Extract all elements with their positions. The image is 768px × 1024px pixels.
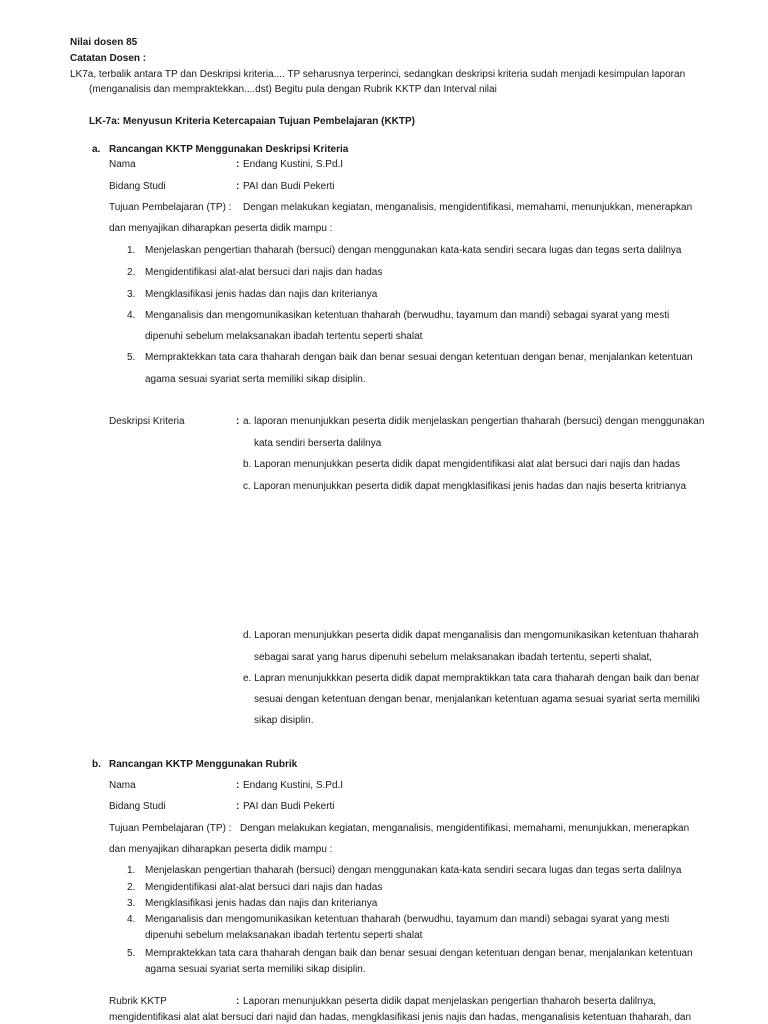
colon: : xyxy=(236,181,240,192)
rubrik-line-1: Laporan menunjukkan peserta didik dapat menjelaskan pengertian thaharoh beserta dalilnya, xyxy=(243,996,657,1007)
section-b-title: Rancangan KKTP Menggunakan Rubrik xyxy=(109,759,298,770)
deskripsi-e-line-2: sesuai dengan ketentuan dengan benar, menjalankan ketentuan agama sesuai syariat serta memiliki xyxy=(254,694,700,705)
tujuan-line-2: dan menyajikan diharapkan peserta didik mampu : xyxy=(109,844,333,855)
list-item-number: 4. xyxy=(127,310,136,321)
catatan-line-1: LK7a, terbalik antara TP dan Deskripsi kriteria.... TP seharusnya terperinci, sedangkan deskripsi kriteria sudah menjadi kesimpulan laporan xyxy=(70,69,686,80)
nama-value: Endang Kustini, S.Pd.I xyxy=(243,159,344,170)
list-item: Mengidentifikasi alat-alat bersuci dari najis dan hadas xyxy=(145,267,383,278)
list-item-continuation: dipenuhi sebelum melaksanakan ibadah tertentu seperti shalat xyxy=(145,331,423,342)
colon: : xyxy=(236,996,240,1007)
list-item: Mengklasifikasi jenis hadas dan najis dan kriterianya xyxy=(145,289,378,300)
tujuan-line-1: Dengan melakukan kegiatan, menganalisis, mengidentifikasi, memahami, menunjukkan, menerapkan xyxy=(240,823,690,834)
list-item: Mempraktekkan tata cara thaharah dengan baik dan benar sesuai dengan ketentuan dengan benar, menjalankan ketentuan xyxy=(145,948,693,959)
deskripsi-label: Deskripsi Kriteria xyxy=(109,416,185,427)
catatan-dosen-label: Catatan Dosen : xyxy=(70,53,147,64)
colon: : xyxy=(236,801,240,812)
nilai-dosen: Nilai dosen 85 xyxy=(70,37,138,48)
nama-label: Nama xyxy=(109,159,136,170)
list-item-number: 4. xyxy=(127,914,136,925)
nama-label: Nama xyxy=(109,780,136,791)
list-item-number: 2. xyxy=(127,882,136,893)
tujuan-line-1: Dengan melakukan kegiatan, menganalisis, mengidentifikasi, memahami, menunjukkan, menerapkan xyxy=(243,202,693,213)
rubrik-label: Rubrik KKTP xyxy=(109,996,167,1007)
bidang-label: Bidang Studi xyxy=(109,181,166,192)
section-a-marker: a. xyxy=(92,144,101,155)
colon: : xyxy=(236,159,240,170)
list-item: Menjelaskan pengertian thaharah (bersuci) dengan menggunakan kata-kata sendiri secara lugas dan tegas serta dalilnya xyxy=(145,865,682,876)
list-item-number: 3. xyxy=(127,898,136,909)
deskripsi-e-line-1: e. Lapran menunjukkkan peserta didik dapat mempraktikkan tata cara thaharah dengan baik dan benar xyxy=(243,673,700,684)
list-item-number: 1. xyxy=(127,245,136,256)
bidang-label: Bidang Studi xyxy=(109,801,166,812)
section-a-title: Rancangan KKTP Menggunakan Deskripsi Kriteria xyxy=(109,144,349,155)
list-item: Menjelaskan pengertian thaharah (bersuci) dengan menggunakan kata-kata sendiri secara lugas dan tegas serta dalilnya xyxy=(145,245,682,256)
deskripsi-e-line-3: sikap disiplin. xyxy=(254,715,314,726)
list-item-number: 5. xyxy=(127,948,136,959)
section-b-marker: b. xyxy=(92,759,101,770)
colon: : xyxy=(236,416,240,427)
deskripsi-a-line-2: kata sendiri berserta dalilnya xyxy=(254,438,382,449)
catatan-line-2: (menganalisis dan mempraktekkan....dst) Begitu pula dengan Rubrik KKTP dan Interval nilai xyxy=(89,84,497,95)
deskripsi-d-line-2: sebagai sarat yang harus dipenuhi sebelum melaksanakan ibadah tertentu, seperti shalat, xyxy=(254,652,653,663)
list-item: Menganalisis dan mengomunikasikan ketentuan thaharah (berwudhu, tayamum dan mandi) sebagai syarat yang mesti xyxy=(145,914,670,925)
list-item-number: 5. xyxy=(127,352,136,363)
list-item-number: 3. xyxy=(127,289,136,300)
list-item-number: 1. xyxy=(127,865,136,876)
list-item: Mempraktekkan tata cara thaharah dengan baik dan benar sesuai dengan ketentuan dengan benar, menjalankan ketentuan xyxy=(145,352,693,363)
list-item-number: 2. xyxy=(127,267,136,278)
deskripsi-a-line-1: a. laporan menunjukkan peserta didik menjelaskan pengertian thaharah (bersuci) dengan menggunakan xyxy=(243,416,705,427)
list-item: Mengidentifikasi alat-alat bersuci dari najis dan hadas xyxy=(145,882,383,893)
tujuan-line-2: dan menyajikan diharapkan peserta didik mampu : xyxy=(109,223,333,234)
nama-value: Endang Kustini, S.Pd.I xyxy=(243,780,344,791)
list-item-continuation: agama sesuai syariat serta memiliki sikap disiplin. xyxy=(145,374,366,385)
colon: : xyxy=(236,780,240,791)
deskripsi-c: c. Laporan menunjukkan peserta didik dapat mengklasifikasi jenis hadas dan najis beserta kritrianya xyxy=(243,481,687,492)
list-item: Menganalisis dan mengomunikasikan ketentuan thaharah (berwudhu, tayamum dan mandi) sebagai syarat yang mesti xyxy=(145,310,670,321)
rubrik-line-2: mengidentifikasi alat alat bersuci dari najid dan hadas, mengklasifikasi jenis najis dan hadas, menganalisis ketentuan thaharah, dan xyxy=(109,1012,692,1023)
bidang-value: PAI dan Budi Pekerti xyxy=(243,181,335,192)
deskripsi-b: b. Laporan menunjukkan peserta didik dapat mengidentifikasi alat alat bersuci dari najis dan hadas xyxy=(243,459,680,470)
tujuan-label: Tujuan Pembelajaran (TP) : xyxy=(109,823,232,834)
bidang-value: PAI dan Budi Pekerti xyxy=(243,801,335,812)
deskripsi-d-line-1: d. Laporan menunjukkan peserta didik dapat menganalisis dan mengomunikasikan ketentuan thaharah xyxy=(243,630,699,641)
list-item-continuation: dipenuhi sebelum melaksanakan ibadah tertentu seperti shalat xyxy=(145,930,423,941)
tujuan-label: Tujuan Pembelajaran (TP) : xyxy=(109,202,232,213)
list-item-continuation: agama sesuai syariat serta memiliki sikap disiplin. xyxy=(145,964,366,975)
list-item: Mengklasifikasi jenis hadas dan najis dan kriterianya xyxy=(145,898,378,909)
lk-title: LK-7a: Menyusun Kriteria Ketercapaian Tujuan Pembelajaran (KKTP) xyxy=(89,116,416,127)
